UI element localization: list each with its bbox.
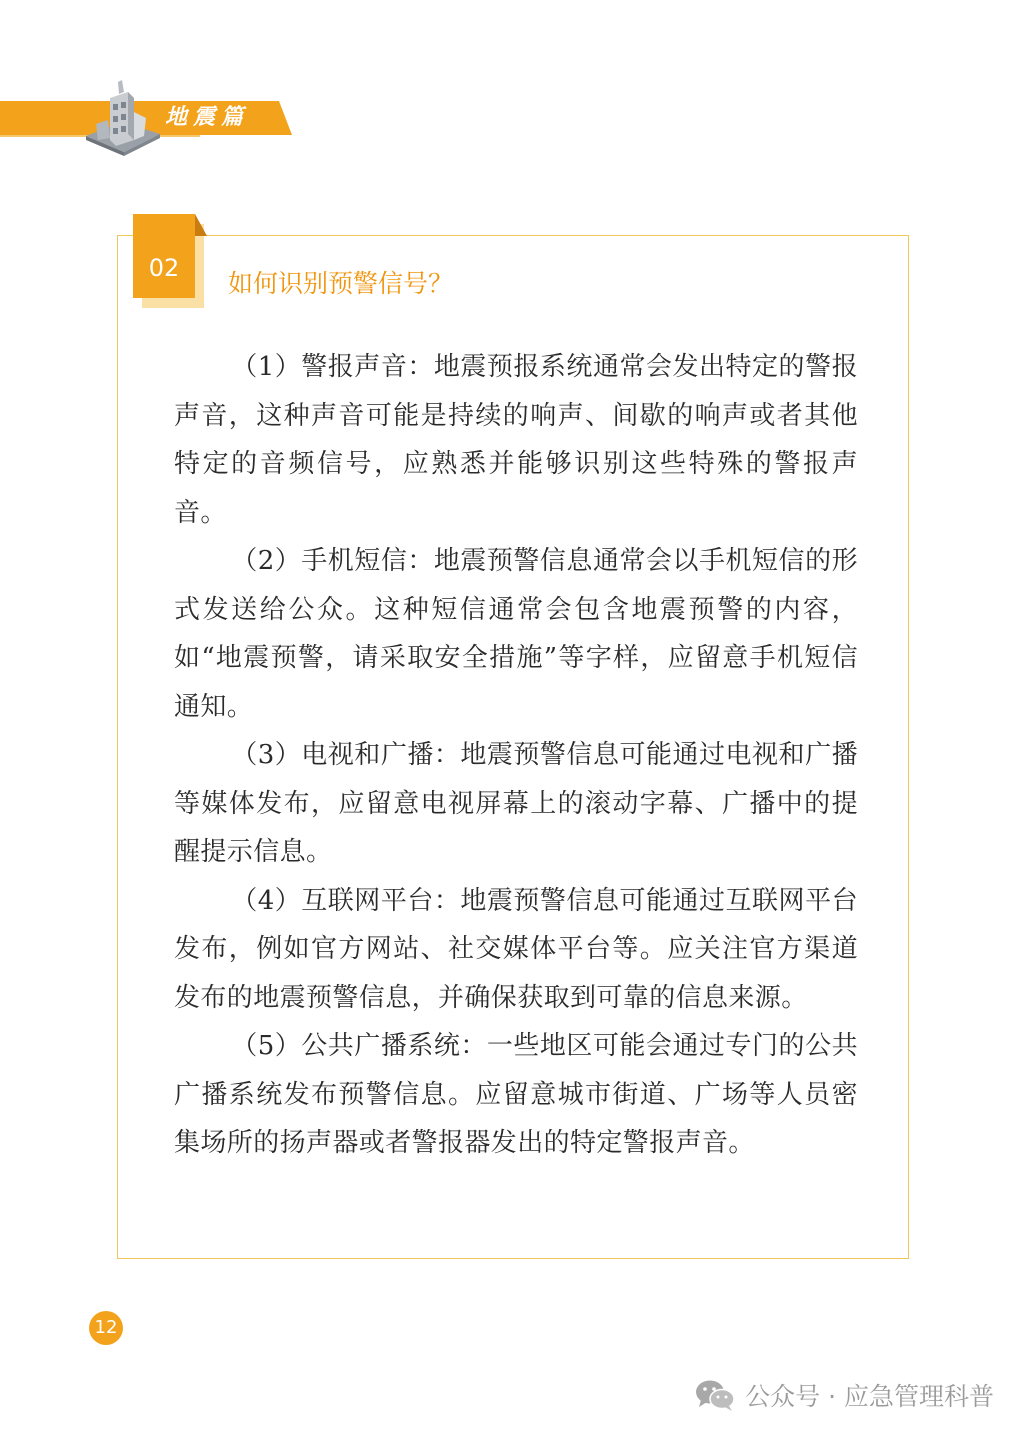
- page-number: 12: [89, 1311, 123, 1345]
- paragraph-public-broadcast: （5）公共广播系统：一些地区可能会通过专门的公共广播系统发布预警信息。应留意城市街道、广场等人员密集场所的扬声器或者警报器发出的特定警报声音。: [174, 1031, 858, 1158]
- wechat-icon: [695, 1378, 735, 1412]
- watermark: [695, 1377, 994, 1413]
- paragraph-alarm-sound: （1）警报声音：地震预报系统通常会发出特定的警报声音，这种声音可能是持续的响声、间歇的响声或者其他特定的音频信号，应熟悉并能够识别这些特殊的警报声音。: [174, 352, 858, 528]
- paragraph-sms: （2）手机短信：地震预警信息通常会以手机短信的形式发送给公众。这种短信通常会包含地震预警的内容，如“地震预警，请采取安全措施”等字样，应留意手机短信通知。: [174, 546, 858, 722]
- question-heading: 如何识别预警信号？: [228, 269, 454, 298]
- badge-fold: [195, 214, 207, 236]
- section-title: 地震篇: [165, 105, 250, 130]
- paragraph-tv-radio: （3）电视和广播：地震预警信息可能通过电视和广播等媒体发布，应留意电视屏幕上的滚动字幕、广播中的提醒提示信息。: [174, 740, 858, 867]
- paragraph-internet: （4）互联网平台：地震预警信息可能通过互联网平台发布，例如官方网站、社交媒体平台等。应关注官方渠道发布的地震预警信息，并确保获取到可靠的信息来源。: [174, 885, 858, 1013]
- answer-body: [174, 343, 858, 1168]
- watermark-text: 公众号 · 应急管理科普: [745, 1382, 994, 1411]
- building-icon: [82, 78, 162, 156]
- question-number-badge: 02: [133, 214, 195, 298]
